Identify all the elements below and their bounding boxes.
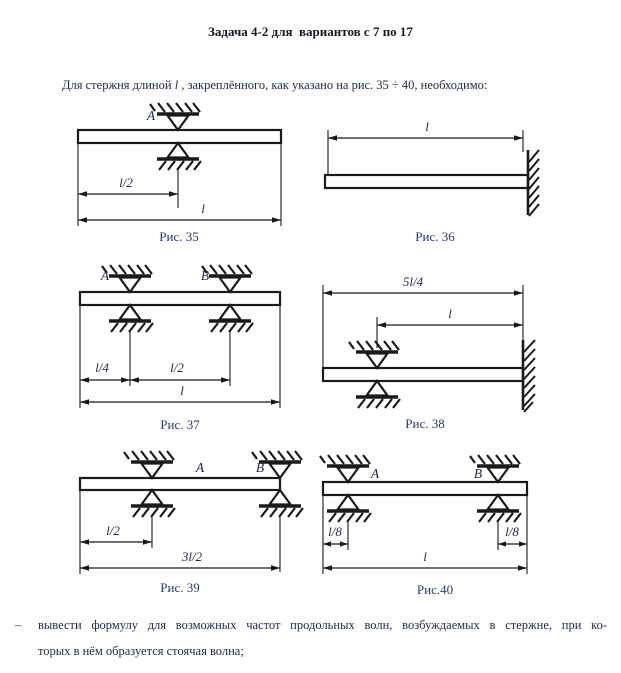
dim-label-l-half: l/2 [119, 175, 133, 190]
dimension-5l-quarter [323, 290, 523, 296]
rod [323, 368, 523, 381]
rod [323, 482, 527, 495]
point-label-a: A [370, 466, 380, 481]
dimension-l [377, 322, 523, 328]
fixed-support-bottom-1 [131, 490, 175, 517]
rod [80, 478, 280, 490]
dimension-l-half [130, 377, 230, 383]
figure-40 [315, 444, 555, 600]
fixed-support-top [349, 341, 399, 368]
dim-label-l-quarter: l/4 [95, 360, 109, 375]
extension-lines [328, 130, 523, 175]
point-label-b: B [255, 460, 265, 475]
dimension-l-half [80, 539, 152, 545]
dim-label-l-half: l/2 [106, 523, 120, 538]
figure-caption: Рис. 38 [405, 416, 445, 431]
fixed-support-bottom-a [327, 495, 371, 522]
dimension-l [323, 565, 527, 571]
figure-caption: Рис. 36 [415, 229, 455, 244]
task-line-2: торых в нём образуется стоячая волна; [38, 644, 244, 658]
task-bullet: – [15, 618, 22, 632]
dim-label-l: l [425, 119, 429, 134]
dimension-l-eighth-left [323, 541, 348, 546]
figure-38 [315, 252, 555, 436]
task-item [15, 612, 607, 664]
fixed-support-bottom [356, 381, 400, 408]
dim-label-l-eighth-left: l/8 [328, 524, 342, 539]
figure-caption: Рис. 39 [160, 580, 200, 595]
dim-label-3l-half: 3l/2 [181, 549, 203, 564]
point-label-a: A [146, 108, 156, 123]
fixed-support-top-1 [124, 451, 174, 478]
wall [523, 340, 535, 412]
page-title: Задача 4-2 для вариантов с 7 по 17 [208, 24, 413, 39]
dimension-l [78, 217, 281, 223]
figure-caption: Рис. 35 [159, 229, 199, 244]
fixed-support-bottom-2 [259, 490, 303, 517]
dimension-l-half [78, 191, 178, 197]
figure-36 [315, 100, 555, 248]
dimension-3l-half [80, 565, 280, 571]
point-label-a: A [195, 460, 205, 475]
fixed-support-top-a [320, 455, 370, 482]
dim-label-l-half: l/2 [170, 360, 184, 375]
fixed-support-top-a [102, 265, 152, 292]
task-line-1: вывести формулу для возможных частот продольных волн, возбуждаемых в стержне, при ко- [38, 618, 607, 632]
dimension-l-eighth-right [498, 541, 527, 546]
fixed-support-bottom [157, 143, 201, 170]
figure-caption: Рис.40 [416, 582, 454, 597]
dimension-l [328, 135, 523, 141]
rod [78, 130, 281, 143]
dimension-l [80, 399, 280, 405]
fixed-support-bottom-b [477, 495, 521, 522]
fixed-support-top [150, 103, 200, 130]
dim-label-l-eighth-right: l/8 [505, 524, 519, 539]
fixed-support-bottom-b [209, 305, 253, 332]
intro-text [62, 78, 582, 93]
length-symbol: l [174, 78, 179, 92]
figure-35 [55, 100, 305, 248]
wall [528, 150, 539, 216]
extension-lines [323, 285, 523, 368]
dim-label-l: l [448, 306, 452, 321]
point-label-b: B [473, 466, 483, 481]
intro-pre: Для стержня длиной [62, 78, 175, 92]
point-label-b: B [200, 268, 210, 283]
rod [80, 292, 280, 305]
figure-caption: Рис. 37 [160, 417, 200, 432]
dim-label-l: l [180, 383, 184, 398]
fixed-support-top-b [202, 265, 252, 292]
dim-label-l: l [201, 201, 205, 216]
dim-label-5l-quarter: 5l/4 [402, 274, 424, 289]
fixed-support-bottom-a [109, 305, 153, 332]
rod [325, 175, 528, 188]
intro-post: , закреплённого, как указано на рис. 35 ÷ 40, необходимо: [178, 78, 488, 92]
dim-label-l: l [423, 549, 427, 564]
point-label-a: A [100, 268, 110, 283]
figure-39 [55, 444, 305, 598]
figure-37 [55, 252, 305, 436]
dimension-l-quarter [80, 377, 130, 383]
